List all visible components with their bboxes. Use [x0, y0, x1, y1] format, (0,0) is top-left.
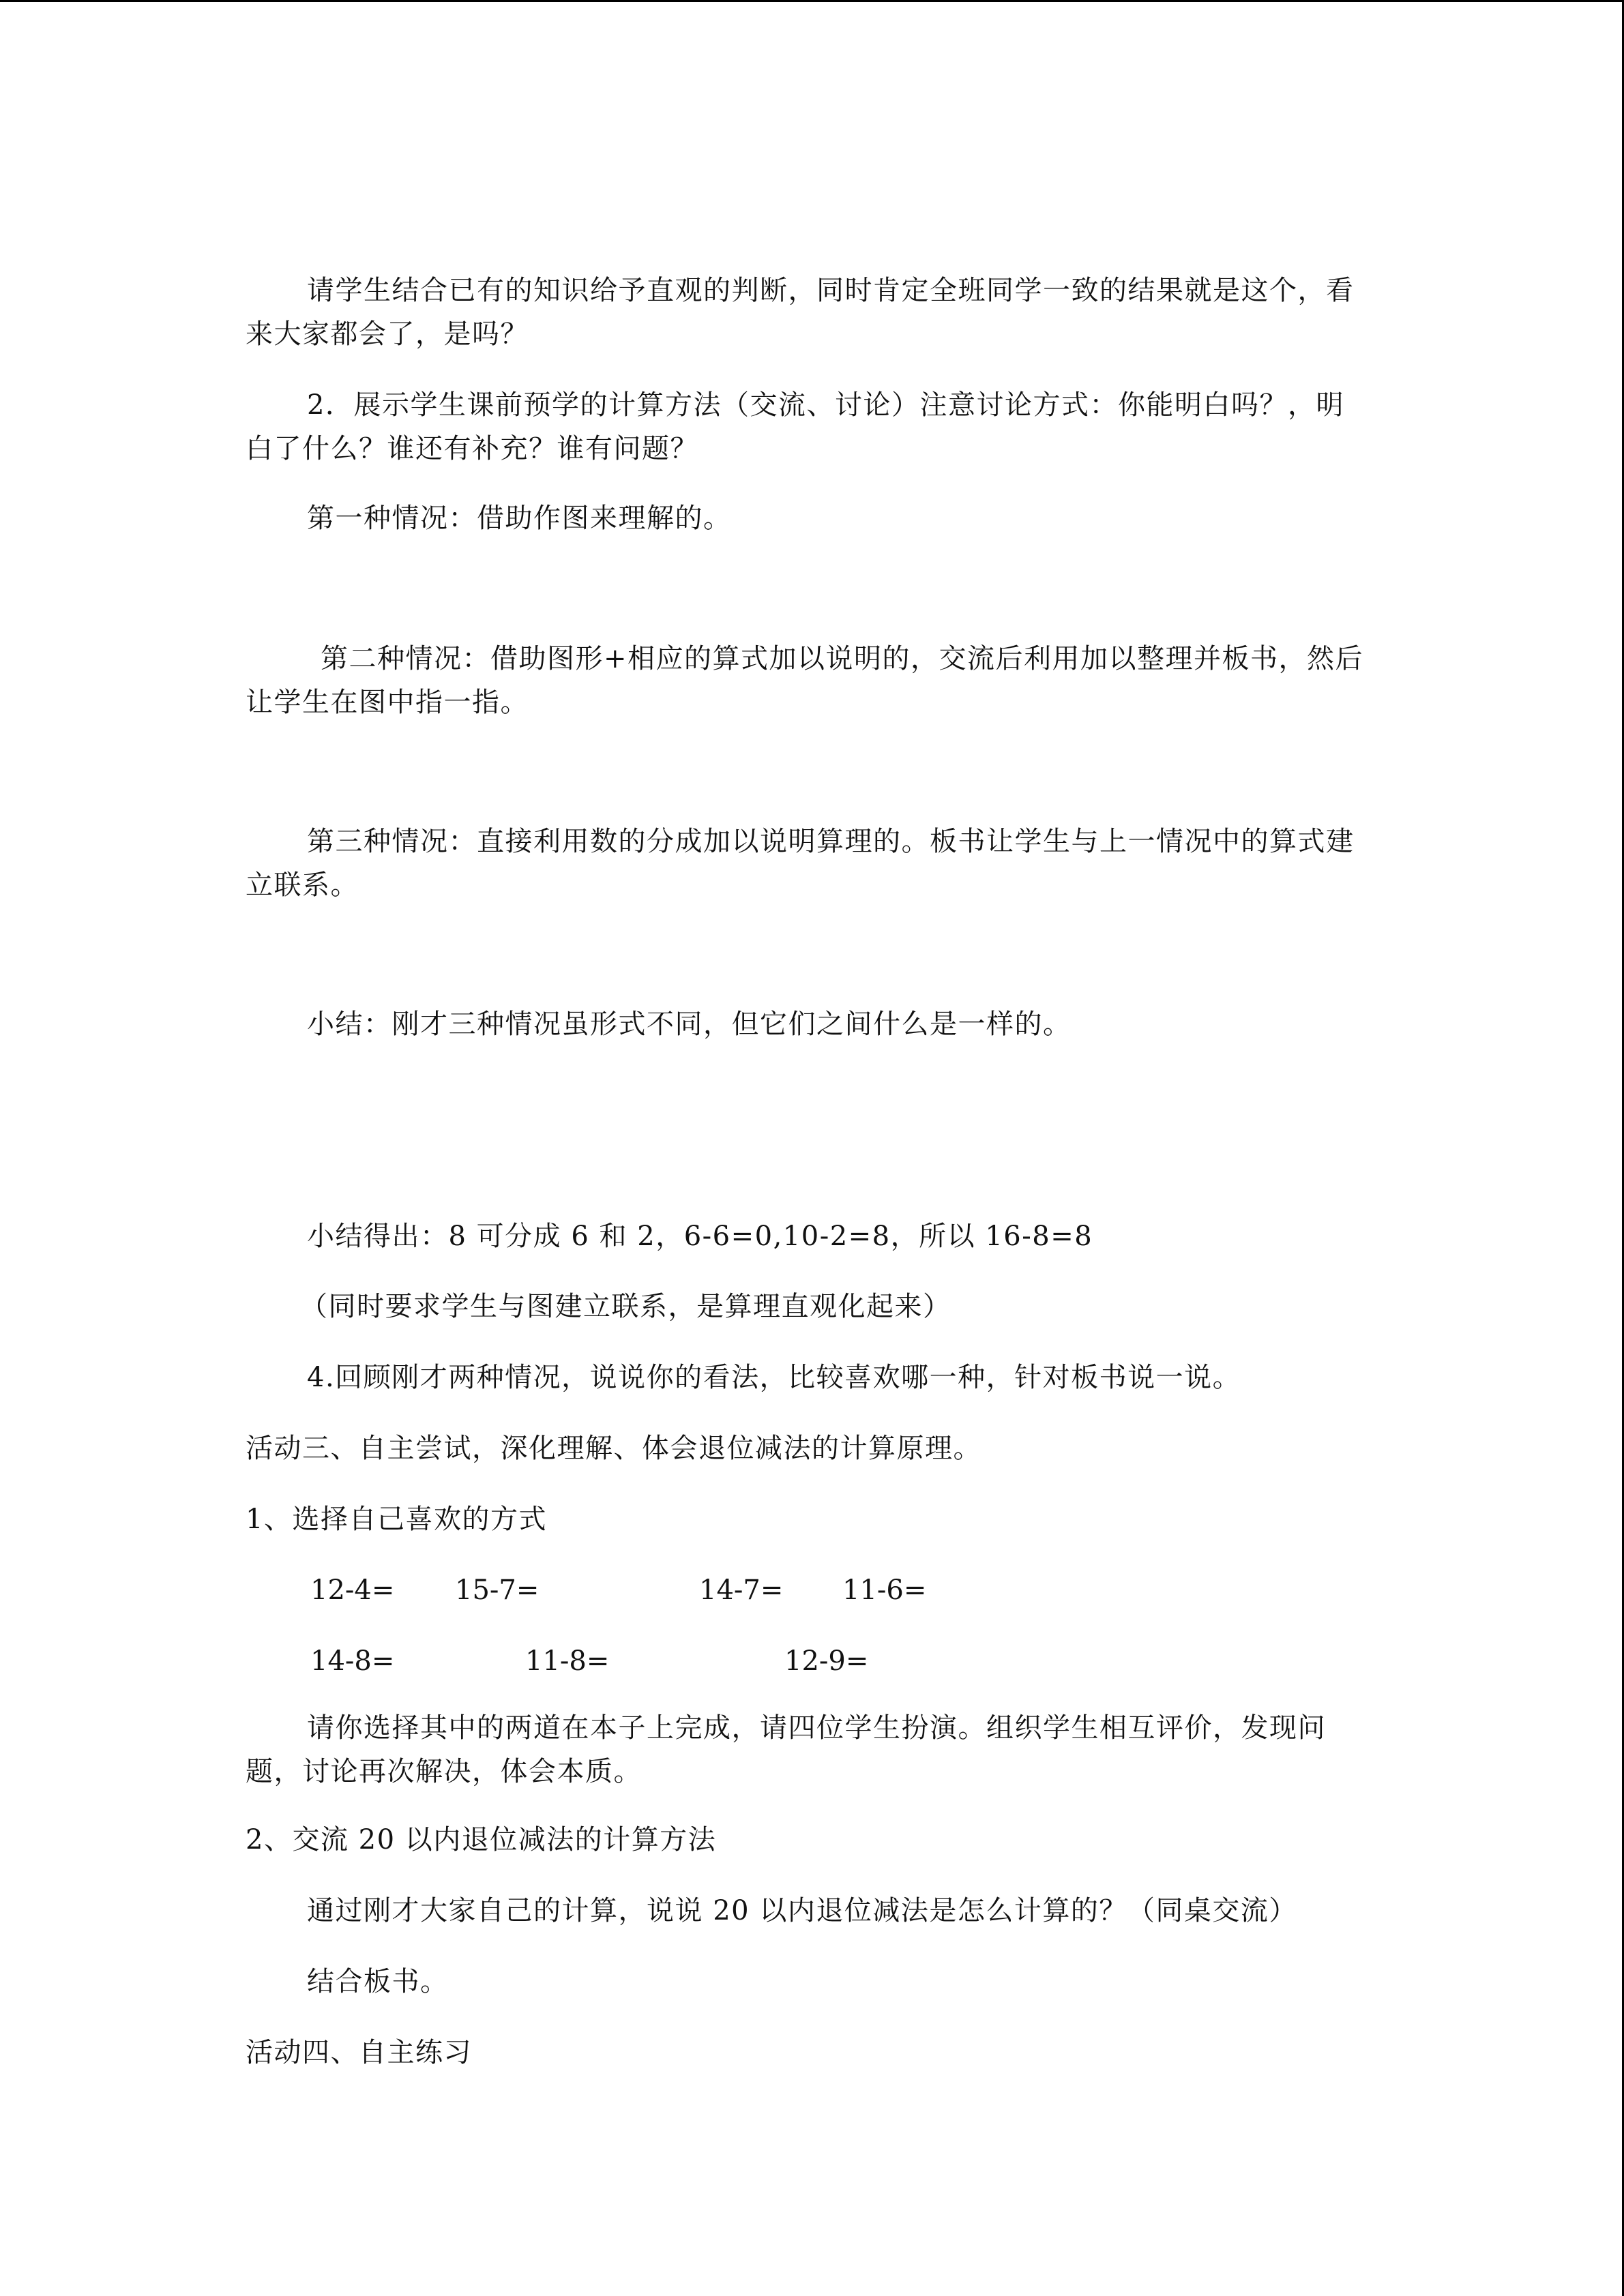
section-heading: 活动三、自主尝试，深化理解、体会退位减法的计算原理。: [246, 1433, 981, 1464]
paragraph-line: 立联系。: [246, 869, 359, 901]
paragraph-line: 2、交流 20 以内退位减法的计算方法: [246, 1824, 717, 1855]
page-top-border: [0, 0, 1624, 2]
exercise-item: 14-7=: [699, 1575, 784, 1606]
section-heading: 活动四、自主练习: [246, 2037, 472, 2068]
exercise-item: 12-9=: [784, 1645, 869, 1677]
paragraph-line: 白了什么？谁还有补充？谁有问题？: [246, 433, 698, 464]
paragraph-line: 1、选择自己喜欢的方式: [246, 1504, 547, 1535]
paragraph-line: 第三种情况：直接利用数的分成加以说明算理的。板书让学生与上一情况中的算式建: [307, 826, 1355, 857]
paragraph-line: 4.回顾刚才两种情况，说说你的看法，比较喜欢哪一种，针对板书说一说。: [307, 1362, 1241, 1393]
paragraph-line: 请学生结合已有的知识给予直观的判断，同时肯定全班同学一致的结果就是这个，看: [307, 275, 1355, 306]
exercise-item: 15-7=: [455, 1575, 540, 1606]
paragraph-line: （同时要求学生与图建立联系，是算理直观化起来）: [300, 1291, 951, 1322]
paragraph-line: 小结：刚才三种情况虽形式不同，但它们之间什么是一样的。: [307, 1009, 1072, 1040]
paragraph-line: 小结得出：8 可分成 6 和 2，6-6=0,10-2=8，所以 16-8=8: [307, 1221, 1093, 1252]
paragraph-line: 通过刚才大家自己的计算，说说 20 以内退位减法是怎么计算的？（同桌交流）: [307, 1895, 1297, 1926]
paragraph-line: 第二种情况：借助图形+相应的算式加以说明的，交流后利用加以整理并板书，然后: [321, 643, 1364, 674]
paragraph-line: 来大家都会了，是吗？: [246, 318, 529, 350]
paragraph-line: 结合板书。: [307, 1966, 449, 1997]
exercise-item: 14-8=: [310, 1645, 395, 1677]
paragraph-line: 第一种情况：借助作图来理解的。: [307, 503, 732, 534]
paragraph-line: 让学生在图中指一指。: [246, 687, 529, 718]
paragraph-line: 2．展示学生课前预学的计算方法（交流、讨论）注意讨论方式：你能明白吗？，明: [307, 389, 1344, 421]
exercise-item: 11-6=: [842, 1575, 927, 1606]
paragraph-line: 题，讨论再次解决，体会本质。: [246, 1756, 642, 1787]
paragraph-line: 请你选择其中的两道在本子上完成，请四位学生扮演。组织学生相互评价，发现问: [307, 1712, 1326, 1744]
exercise-item: 12-4=: [310, 1575, 395, 1606]
exercise-item: 11-8=: [525, 1645, 610, 1677]
